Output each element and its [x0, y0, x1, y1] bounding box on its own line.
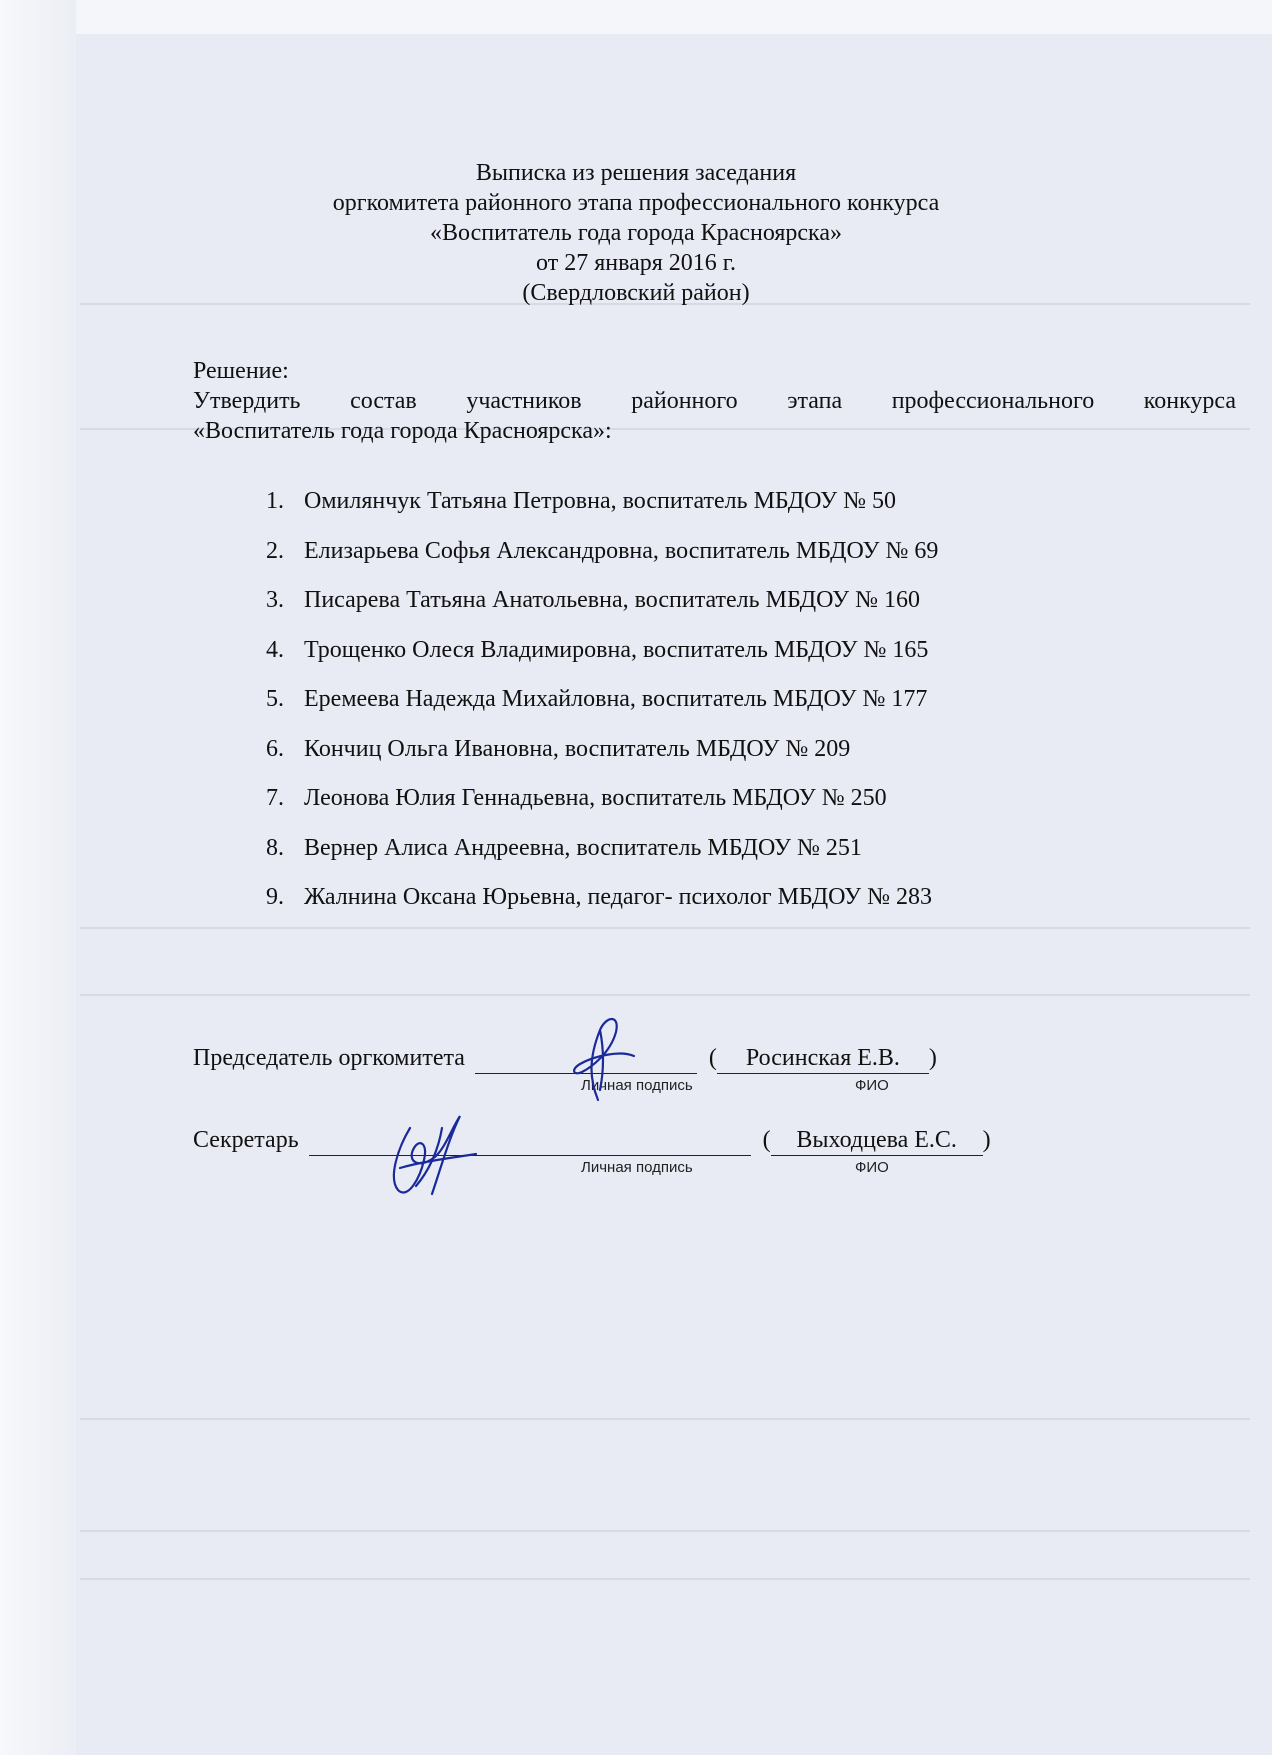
secretary-open-paren: ( [762, 1127, 771, 1153]
decision-block [193, 356, 1236, 446]
chair-open-paren: ( [708, 1045, 717, 1071]
secretary-handwritten-signature [380, 1108, 485, 1203]
secretary-signature-row [193, 1125, 991, 1156]
chair-fio: Росинская Е.В. [717, 1043, 929, 1074]
list-item-number: 1. [266, 488, 284, 514]
chair-role: Председатель оргкомитета [193, 1045, 465, 1071]
list-item-number: 7. [266, 785, 284, 811]
list-item [266, 635, 938, 685]
list-item-number: 9. [266, 884, 284, 910]
list-item [266, 585, 938, 635]
list-item-number: 5. [266, 686, 284, 712]
decision-text-line1: Утвердить состав участников районного этапа профессионального конкурса [193, 388, 1236, 414]
list-item-text: Омилянчук Татьяна Петровна, воспитатель МБДОУ № 50 [304, 488, 897, 514]
chair-close-paren: ) [928, 1045, 937, 1071]
decision-label: Решение: [193, 358, 289, 384]
chair-caption-fio: ФИО [855, 1077, 889, 1094]
list-item [266, 783, 938, 833]
bleed-through-line [80, 1530, 1250, 1532]
header-contest-name: «Воспитатель года города Красноярска» [430, 220, 842, 246]
list-item [266, 684, 938, 734]
decision-text-line2: «Воспитатель года города Красноярска»: [193, 418, 612, 444]
list-item-number: 6. [266, 735, 284, 762]
list-item-number: 2. [266, 537, 284, 564]
header-title: Выписка из решения заседания [475, 160, 797, 186]
list-item-text: Писарева Татьяна Анатольевна, воспитатель МБДОУ № 160 [304, 587, 921, 613]
list-item-text: Леонова Юлия Геннадьевна, воспитатель МБДОУ № 250 [304, 785, 887, 811]
header-date: от 27 января 2016 г. [536, 250, 736, 276]
header-committee: оргкомитета районного этапа профессионального конкурса [332, 190, 940, 216]
bleed-through-line [80, 994, 1250, 996]
secretary-signature-line [309, 1129, 751, 1156]
list-item [266, 833, 938, 883]
participants-list [266, 486, 938, 932]
list-item-text: Трощенко Олеся Владимировна, воспитатель МБДОУ № 165 [304, 636, 929, 663]
secretary-role: Секретарь [193, 1127, 299, 1153]
chair-caption-signature: Личная подпись [581, 1077, 693, 1094]
list-item-text: Кончиц Ольга Ивановна, воспитатель МБДОУ № 209 [304, 735, 851, 762]
list-item [266, 734, 938, 784]
secretary-caption-fio: ФИО [855, 1159, 889, 1176]
list-item [266, 882, 938, 932]
list-item-text: Елизарьева Софья Александровна, воспитатель МБДОУ № 69 [304, 537, 939, 564]
list-item-text: Жалнина Оксана Юрьевна, педагог- психолог МБДОУ № 283 [304, 884, 933, 910]
scan-margin-top [0, 0, 1272, 34]
list-item-number: 8. [266, 834, 284, 861]
secretary-close-paren: ) [982, 1127, 991, 1153]
list-item-text: Вернер Алиса Андреевна, воспитатель МБДОУ № 251 [304, 834, 862, 861]
list-item-text: Еремеева Надежда Михайловна, воспитатель МБДОУ № 177 [304, 686, 928, 712]
secretary-caption-signature: Личная подпись [581, 1159, 693, 1176]
header-district: (Свердловский район) [522, 280, 750, 306]
list-item [266, 536, 938, 586]
chair-handwritten-signature [560, 1010, 640, 1105]
list-item-number: 4. [266, 636, 284, 663]
bleed-through-line [80, 1418, 1250, 1420]
bleed-through-line [80, 1578, 1250, 1580]
list-item [266, 486, 938, 536]
list-item-number: 3. [266, 587, 284, 613]
secretary-fio: Выходцева Е.С. [771, 1125, 983, 1156]
document-header [0, 158, 1272, 308]
